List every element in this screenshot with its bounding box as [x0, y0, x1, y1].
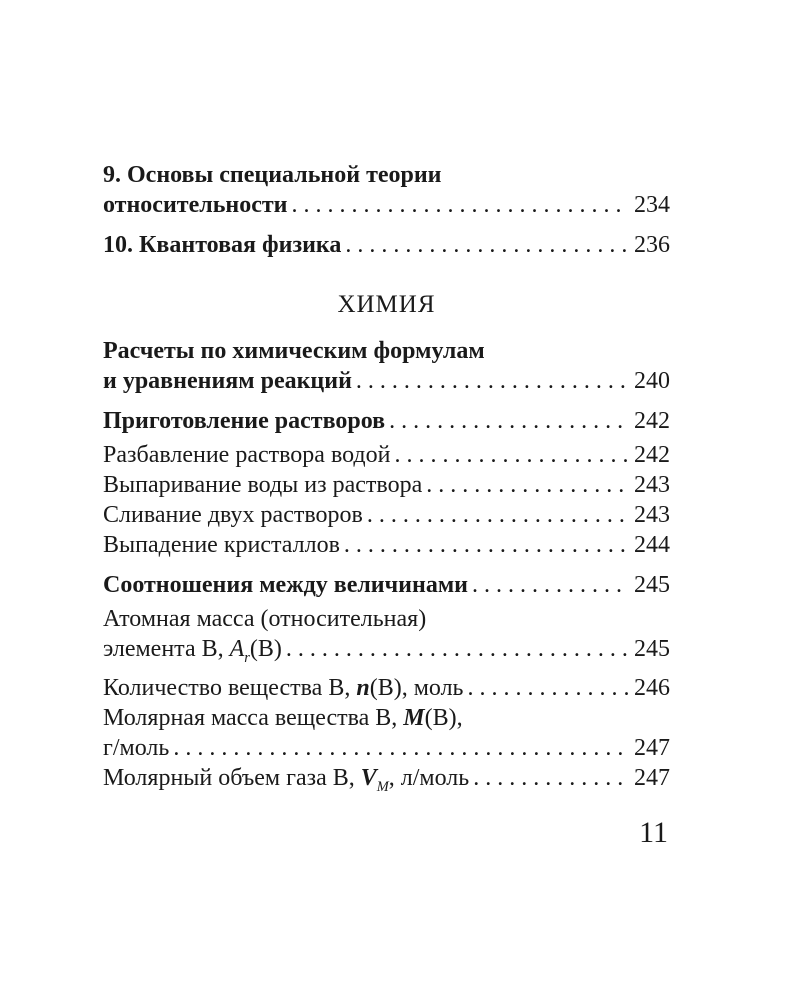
page-number: 11	[639, 816, 668, 849]
toc-entry-molar-volume	[103, 763, 670, 802]
toc-entry-evaporation	[103, 470, 670, 500]
leader-dots	[356, 366, 628, 396]
toc-entry-title: Соотношения между величинами	[103, 572, 469, 598]
symbol-a: A	[229, 636, 245, 662]
toc-page-number: 243	[634, 472, 670, 498]
toc-entry-title: Сливание двух растворов	[103, 502, 363, 528]
toc-entry-title: Выпадение кристаллов	[103, 532, 340, 558]
toc-entry-title: г/моль	[103, 734, 170, 761]
toc-page-number: 245	[634, 636, 670, 662]
toc-page-number: 240	[634, 368, 670, 394]
toc-entry-solution-preparation	[103, 406, 670, 436]
toc-entry-title: Расчеты по химическим формулам	[103, 338, 485, 364]
table-of-contents	[103, 160, 670, 802]
subscript-r: r	[244, 649, 250, 666]
leader-dots	[473, 763, 628, 793]
toc-entry-title: элемента B, $A_r(B)$	[103, 636, 282, 666]
toc-page-number: 247	[634, 734, 670, 761]
toc-entry-mixing	[103, 500, 670, 530]
toc-entry-molar-mass	[103, 703, 670, 763]
symbol-n: n	[356, 674, 370, 701]
leader-dots	[394, 440, 628, 470]
toc-entry-title: Приготовление растворов	[103, 408, 386, 434]
toc-entry-quantity-relations	[103, 570, 670, 600]
toc-entry-atomic-mass	[103, 604, 670, 673]
section-heading: ХИМИЯ	[337, 291, 436, 318]
toc-entry-title: 10. Квантовая физика	[103, 232, 342, 258]
leader-dots	[173, 733, 628, 763]
toc-entry-title: и уравнениям реакций	[103, 368, 352, 394]
leader-dots	[367, 500, 628, 530]
leader-dots	[426, 470, 628, 500]
toc-page-number: 247	[634, 764, 670, 791]
toc-page-number: 246	[634, 674, 670, 701]
toc-page-number: 245	[634, 572, 670, 598]
toc-entry-title: относительности	[103, 192, 288, 218]
toc-page-number: 243	[634, 502, 670, 528]
toc-page-number: 234	[634, 192, 670, 218]
leader-dots	[291, 190, 628, 220]
toc-entry-title: Разбавление раствора водой	[103, 442, 391, 468]
toc-entry-quantum-physics	[103, 230, 670, 260]
toc-page-number: 242	[634, 442, 670, 468]
toc-entry-title: Количество вещества B, n(B), моль	[103, 674, 464, 701]
toc-entry-title: Молярная масса вещества B, M(B),	[103, 704, 463, 731]
symbol-v: V	[360, 764, 377, 791]
toc-entry-chemical-calculations	[103, 336, 670, 396]
toc-page-number: 242	[634, 408, 670, 434]
leader-dots	[472, 570, 628, 600]
leader-dots	[389, 406, 628, 436]
toc-entry-title: Выпаривание воды из раствора	[103, 472, 423, 498]
toc-entry-crystallization	[103, 530, 670, 560]
toc-entry-title: 9. Основы специальной теории	[103, 162, 442, 188]
leader-dots	[468, 673, 629, 703]
toc-entry-amount-of-substance	[103, 673, 670, 703]
subscript-m: M	[376, 778, 389, 795]
toc-page-number: 244	[634, 532, 670, 558]
toc-entry-title: Атомная масса (относительная)	[103, 606, 427, 632]
toc-entry-title: Молярный объем газа B, $V_M$, л/моль	[103, 764, 470, 795]
toc-page-number: 236	[634, 232, 670, 258]
toc-entry-special-relativity	[103, 160, 670, 220]
leader-dots	[286, 634, 628, 664]
symbol-m: M	[403, 704, 425, 731]
toc-entry-dilution	[103, 440, 670, 470]
leader-dots	[344, 530, 628, 560]
leader-dots	[345, 230, 628, 260]
